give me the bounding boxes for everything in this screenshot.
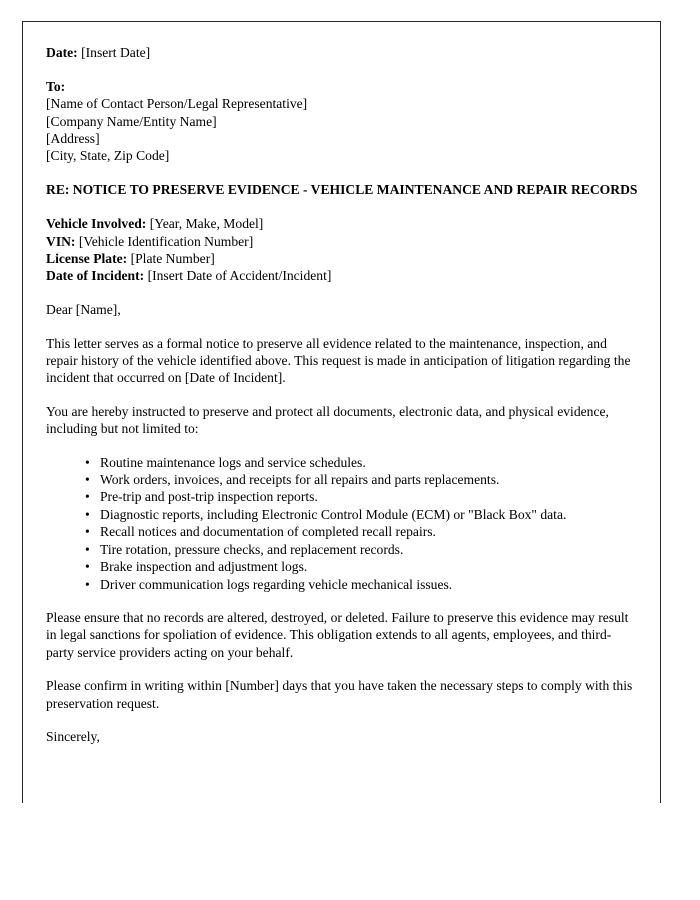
vehicle-field-row <box>46 250 639 267</box>
license-plate-label: License Plate: <box>46 250 128 266</box>
date-value: [Insert Date] <box>81 45 151 60</box>
paragraph-3: Please ensure that no records are altered, destroyed, or deleted. Failure to preserve this evidence may result in legal sanctions for spoliation of evidence. This obligation extends to all agents, employees, and third-party service providers acting on your behalf. <box>46 609 629 660</box>
list-item: • Recall notices and documentation of completed recall repairs. <box>85 523 639 540</box>
spacer <box>46 712 639 728</box>
spacer <box>46 284 639 301</box>
paragraph-1: This letter serves as a formal notice to preserve all evidence related to the maintenance, inspection, and repair history of the vehicle identified above. This request is made in anticipation of litigation regarding the incident that occurred on [Date of Incident]. <box>46 335 631 386</box>
list-item: • Work orders, invoices, and receipts for all repairs and parts replacements. <box>85 471 639 488</box>
paragraph-2: You are hereby instructed to preserve and protect all documents, electronic data, and physical evidence, including but not limited to: <box>46 403 609 437</box>
date-label: Date: <box>46 45 78 60</box>
spacer <box>46 319 639 335</box>
list-item: • Pre-trip and post-trip inspection reports. <box>85 488 639 505</box>
vehicle-involved-label: Vehicle Involved: <box>46 216 147 232</box>
date-line <box>46 44 639 61</box>
recipient-line-1: [Name of Contact Person/Legal Representative] <box>46 96 308 112</box>
spacer <box>46 61 639 78</box>
spacer <box>46 593 639 609</box>
document-page <box>22 21 661 803</box>
salutation: Dear [Name], <box>46 302 121 318</box>
evidence-list <box>46 454 639 593</box>
list-item: • Diagnostic reports, including Electronic Control Module (ECM) or "Black Box" data. <box>85 506 639 523</box>
document-body <box>46 44 639 745</box>
date-of-incident-value: [Insert Date of Accident/Incident] <box>147 268 332 284</box>
recipient-line-3: [Address] <box>46 130 100 146</box>
spacer <box>46 164 639 181</box>
vehicle-field-row <box>46 233 639 250</box>
paragraph-4: Please confirm in writing within [Number] days that you have taken the necessary steps to comply with this preservation request. <box>46 678 633 711</box>
spacer <box>46 438 639 454</box>
subject-heading: RE: NOTICE TO PRESERVE EVIDENCE - VEHICLE MAINTENANCE AND REPAIR RECORDS <box>46 182 638 198</box>
vin-label: VIN: <box>46 233 76 249</box>
vehicle-field-row <box>46 267 639 284</box>
vehicle-field-row <box>46 215 639 232</box>
spacer <box>46 661 639 677</box>
license-plate-value: [Plate Number] <box>130 250 215 266</box>
vehicle-involved-value: [Year, Make, Model] <box>149 216 264 232</box>
closing: Sincerely, <box>46 728 100 744</box>
recipient-line-2: [Company Name/Entity Name] <box>46 113 217 129</box>
list-item: • Routine maintenance logs and service schedules. <box>85 454 639 471</box>
list-item: • Tire rotation, pressure checks, and replacement records. <box>85 541 639 558</box>
list-item: • Brake inspection and adjustment logs. <box>85 558 639 575</box>
spacer <box>46 198 639 215</box>
date-of-incident-label: Date of Incident: <box>46 268 145 284</box>
vin-value: [Vehicle Identification Number] <box>78 233 254 249</box>
to-label: To: <box>46 79 66 95</box>
recipient-line-4: [City, State, Zip Code] <box>46 148 170 164</box>
list-item: • Driver communication logs regarding vehicle mechanical issues. <box>85 576 639 593</box>
spacer <box>46 387 639 403</box>
